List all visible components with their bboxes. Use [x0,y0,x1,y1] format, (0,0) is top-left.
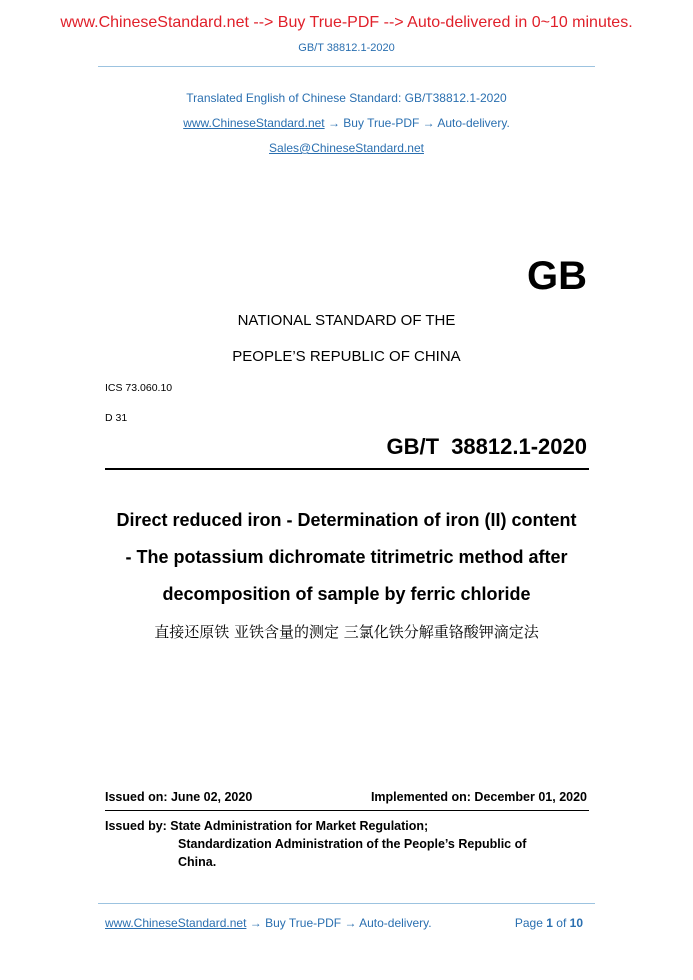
page-indicator [515,916,583,930]
standard-number: GB/T 38812.1-2020 [386,434,587,459]
issued-by-line2: Standardization Administration of the People’s Republic of [178,837,527,851]
header-standard-code: GB/T 38812.1-2020 [298,42,395,54]
page-of: of [556,916,567,930]
email-row [0,141,693,155]
footer-divider [98,903,595,904]
issued-by-line3: China. [178,855,217,869]
gb-logo: GB [527,254,587,298]
ccs-code: D 31 [105,412,128,424]
footer-website-link[interactable]: www.ChineseStandard.net [105,916,247,930]
title-line-3: decomposition of sample by ferric chloride [162,584,531,604]
issued-on: Issued on: June 02, 2020 [105,790,253,804]
footer-buy-text: → Buy True-PDF → Auto-delivery. [246,916,432,930]
national-standard-line2: PEOPLE’S REPUBLIC OF CHINA [232,348,461,365]
national-standard-line1: NATIONAL STANDARD OF THE [237,312,456,329]
buy-text: → Buy True-PDF → Auto-delivery. [324,116,510,130]
translation-links [0,116,693,130]
title-divider [105,468,589,470]
implemented-on: Implemented on: December 01, 2020 [370,790,587,804]
page-label: Page [514,916,543,930]
page-total: 10 [569,916,583,930]
footer-links [105,916,432,930]
issued-by-line1: Issued by: State Administration for Market Regulation; [105,819,429,833]
page-current: 1 [546,916,553,930]
top-banner[interactable]: www.ChineseStandard.net --> Buy True-PDF --> Auto-delivered in 0~10 minutes. [60,14,633,31]
email-link[interactable]: Sales@ChineseStandard.net [269,141,424,155]
chinese-title: 直接还原铁 亚铁含量的测定 三氯化铁分解重铬酸钾滴定法 [154,623,539,641]
title-line-1: Direct reduced iron - Determination of iron (II) content [116,510,577,530]
ics-code: ICS 73.060.10 [105,382,173,394]
title-line-2: - The potassium dichromate titrimetric method after [125,547,568,567]
header-divider [98,66,595,67]
translation-notice: Translated English of Chinese Standard: GB/T38812.1-2020 [186,91,507,105]
issued-divider [105,810,589,811]
website-link[interactable]: www.ChineseStandard.net [183,116,325,130]
